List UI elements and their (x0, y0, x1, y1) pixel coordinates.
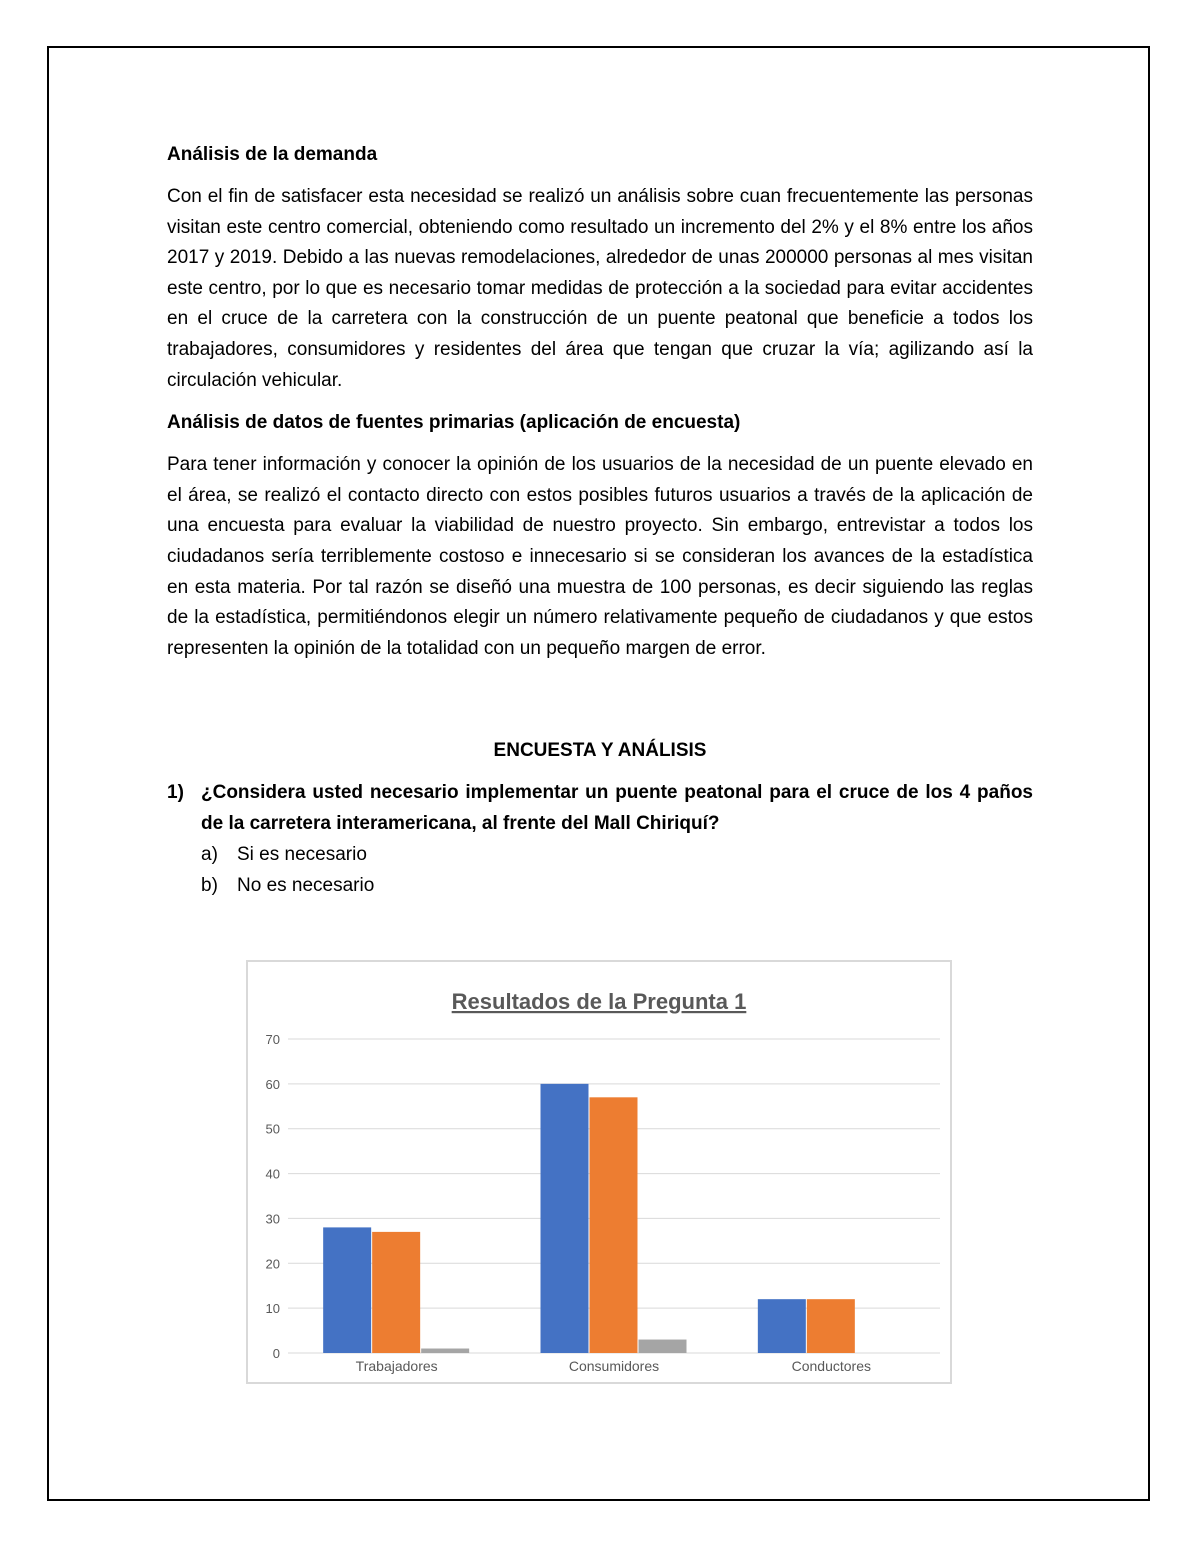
option-text: Si es necesario (237, 844, 367, 866)
option-letter: a) (201, 844, 218, 866)
bar-consumidores-2 (590, 1097, 638, 1353)
option-letter: b) (201, 875, 218, 897)
results-chart (246, 960, 952, 1384)
y-tick-label: 60 (265, 1076, 280, 1092)
y-tick-label: 20 (265, 1256, 280, 1272)
y-tick-label: 70 (265, 1032, 280, 1047)
paragraph-demanda: Con el fin de satisfacer esta necesidad se realizó un análisis sobre cuan frecuentemente las personas visitan este centro comercial, obteniendo como resultado un incremento del 2% y el 8% entre los años 2017 y 2019. Debido a las nuevas remodelaciones, alrededor de unas 200000 personas al mes visitan este centro, por lo que es necesario tomar medidas de protección a la sociedad para evitar accidentes en el cruce de la carretera con la construcción de un puente peatonal que beneficie a todos los trabajadores, consumidores y residentes del área que tengan que cruzar la vía; agilizando así la circulación vehicular. (167, 186, 1033, 391)
x-category-label: Conductores (791, 1358, 872, 1374)
y-tick-label: 30 (265, 1211, 280, 1227)
bar-consumidores-1 (541, 1084, 589, 1353)
y-tick-label: 10 (265, 1301, 280, 1317)
x-category-label: Trabajadores (355, 1358, 438, 1374)
question-number: 1) (167, 782, 184, 804)
survey-question (167, 778, 1033, 839)
paragraph-encuesta: Para tener información y conocer la opinión de los usuarios de la necesidad de un puente elevado en el área, se realizó el contacto directo con estos posibles futuros usuarios a través de la aplicación de una encuesta para evaluar la viabilidad de nuestro proyecto. Sin embargo, entrevistar a todos los ciudadanos sería terriblemente costoso e innecesario si se consideran los avances de la estadística en esta materia. Por tal razón se diseñó una muestra de 100 personas, es decir siguiendo las reglas de la estadística, permitiéndonos elegir un número relativamente pequeño de ciudadanos y que estos representen la opinión de la totalidad con un pequeño margen de error. (167, 454, 1033, 659)
document-body (167, 140, 1033, 901)
question-text: ¿Considera usted necesario implementar un puente peatonal para el cruce de los 4 paños de la carretera interamericana, al frente del Mall Chiriquí? (201, 782, 1033, 834)
y-tick-label: 40 (265, 1166, 280, 1182)
chart-svg (248, 962, 950, 1382)
bar-trabajadores-2 (372, 1232, 420, 1353)
section-heading-demanda: Análisis de la demanda (167, 144, 378, 165)
x-category-label: Consumidores (568, 1358, 660, 1374)
bar-conductores-1 (758, 1299, 806, 1353)
survey-title: ENCUESTA Y ANÁLISIS (493, 740, 707, 762)
section-heading-fuentes-primarias: Análisis de datos de fuentes primarias (aplicación de encuesta) (167, 412, 741, 434)
bar-consumidores-3 (639, 1340, 687, 1353)
option-text: No es necesario (237, 875, 375, 897)
y-tick-label: 0 (272, 1346, 280, 1361)
y-tick-label: 50 (265, 1121, 280, 1137)
bar-trabajadores-3 (421, 1349, 469, 1353)
option-a (201, 839, 1033, 870)
option-b (201, 870, 1033, 901)
bar-trabajadores-1 (323, 1227, 371, 1353)
chart-title: Resultados de la Pregunta 1 (451, 989, 747, 1014)
bar-conductores-2 (807, 1299, 855, 1353)
